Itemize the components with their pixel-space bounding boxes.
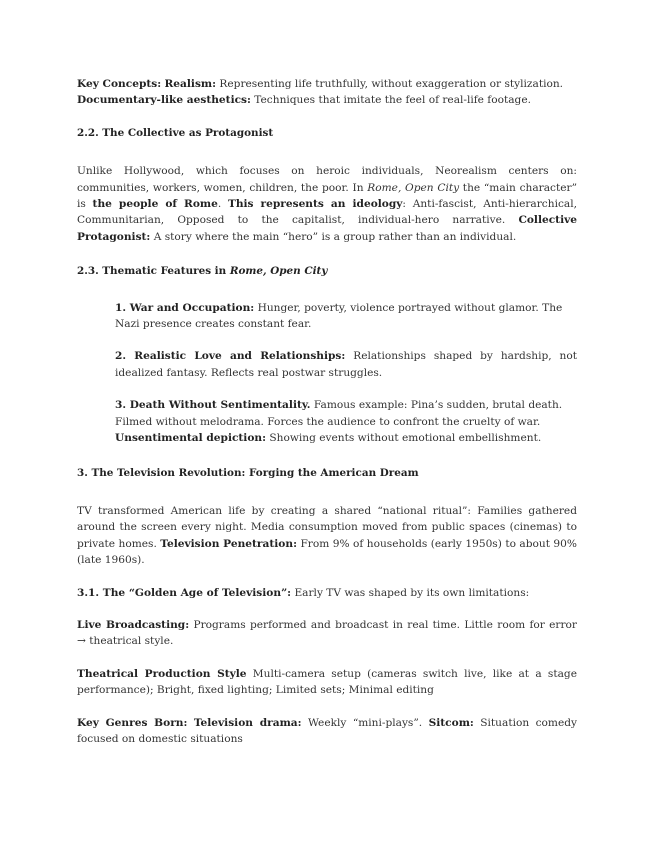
section-2-3-heading (77, 263, 577, 279)
live-broadcasting-paragraph (77, 617, 577, 650)
tv-text-2: From 9% of households (early 1950s) to about 90% (late 1960s). (77, 537, 577, 567)
key-concepts-paragraph (77, 76, 577, 109)
thematic-item-label: 2. Realistic Love and Relationships: (115, 350, 346, 363)
thematic-item-label: 3. Death Without Sentimentality. (115, 399, 311, 412)
unsentimental-text: Showing events without emotional embellishment. (266, 432, 542, 445)
collective-text-1: Unlike Hollywood, which focuses on heroic individuals, Neorealism centers on: communities, workers, women, children, the poor. In (77, 165, 577, 194)
collective-paragraph (77, 163, 577, 245)
documentary-label: Documentary-like aesthetics: (77, 94, 251, 107)
collective-text-3: . (217, 198, 228, 211)
ideology-label: This represents an ideology (227, 198, 403, 211)
theatrical-style-paragraph (77, 666, 577, 699)
drama-text: Weekly “mini-plays”. (301, 716, 429, 729)
thematic-item (115, 397, 577, 446)
realism-text: Representing life truthfully, without exaggeration or stylization. (219, 78, 564, 90)
live-broadcasting-label: Live Broadcasting: (77, 618, 190, 631)
section-2-3-title: Rome, Open City (229, 265, 328, 278)
thematic-item-text: Famous example: Pina’s sudden, brutal death. Filmed without melodrama. Forces the audience to confront the cruelty of war. (115, 399, 563, 428)
film-title: Rome, Open City (367, 181, 460, 194)
tv-revolution-paragraph (77, 503, 577, 569)
thematic-item-text: Hunger, poverty, violence portrayed without glamor. The Nazi presence creates constant fear. (115, 301, 563, 331)
penetration-label: Television Penetration: (160, 537, 297, 550)
golden-age-heading: 3.1. The “Golden Age of Television”: (77, 586, 292, 599)
documentary-text: Techniques that imitate the feel of real-life footage. (254, 94, 531, 107)
sitcom-text: Situation comedy focused on domestic situations (77, 716, 577, 745)
section-2-3-prefix: 2.3. Thematic Features in (77, 265, 230, 278)
collective-text-4: : Anti-fascist, Anti-hierarchical, Communitarian, Opposed to the capitalist, individual-hero narrative. (77, 198, 577, 227)
collective-text-2: the “main character” is (77, 181, 577, 211)
unsentimental-label: Unsentimental depiction: (115, 432, 267, 445)
section-3-heading: 3. The Television Revolution: Forging the American Dream (77, 466, 419, 479)
live-broadcasting-text: Programs performed and broadcast in real time. Little room for error → theatrical style. (77, 618, 577, 648)
section-2-2-heading: 2.2. The Collective as Protagonist (77, 126, 274, 139)
sitcom-label: Sitcom: (428, 716, 474, 729)
people-of-rome: the people of Rome (92, 198, 218, 211)
realism-label: Realism: (164, 78, 217, 90)
golden-age-intro: Early TV was shaped by its own limitations: (291, 586, 530, 599)
thematic-item (115, 300, 577, 333)
theatrical-style-label: Theatrical Production Style (77, 667, 247, 680)
thematic-item (115, 348, 577, 381)
key-genres-paragraph (77, 715, 577, 748)
collective-protagonist-label: Collective Protagonist: (77, 214, 577, 243)
key-genres-label: Key Genres Born: (77, 716, 188, 729)
drama-label: Television drama: (193, 716, 302, 729)
golden-age-paragraph (77, 585, 577, 601)
collective-text-5: A story where the main “hero” is a group rather than an individual. (150, 230, 517, 243)
document-page (77, 76, 577, 747)
thematic-item-label: 1. War and Occupation: (115, 301, 255, 314)
theatrical-style-text: Multi-camera setup (cameras switch live, like at a stage performance); Bright, fixed lighting; Limited sets; Minimal editing (77, 667, 577, 697)
key-concepts-label: Key Concepts: (77, 78, 162, 90)
thematic-item-text: Relationships shaped by hardship, not idealized fantasy. Reflects real postwar struggles. (115, 350, 578, 379)
tv-text-1: TV transformed American life by creating a shared “national ritual”: Families gathered around the screen every night. Media consumption moved from public spaces (cinemas) to private homes. (77, 504, 577, 550)
